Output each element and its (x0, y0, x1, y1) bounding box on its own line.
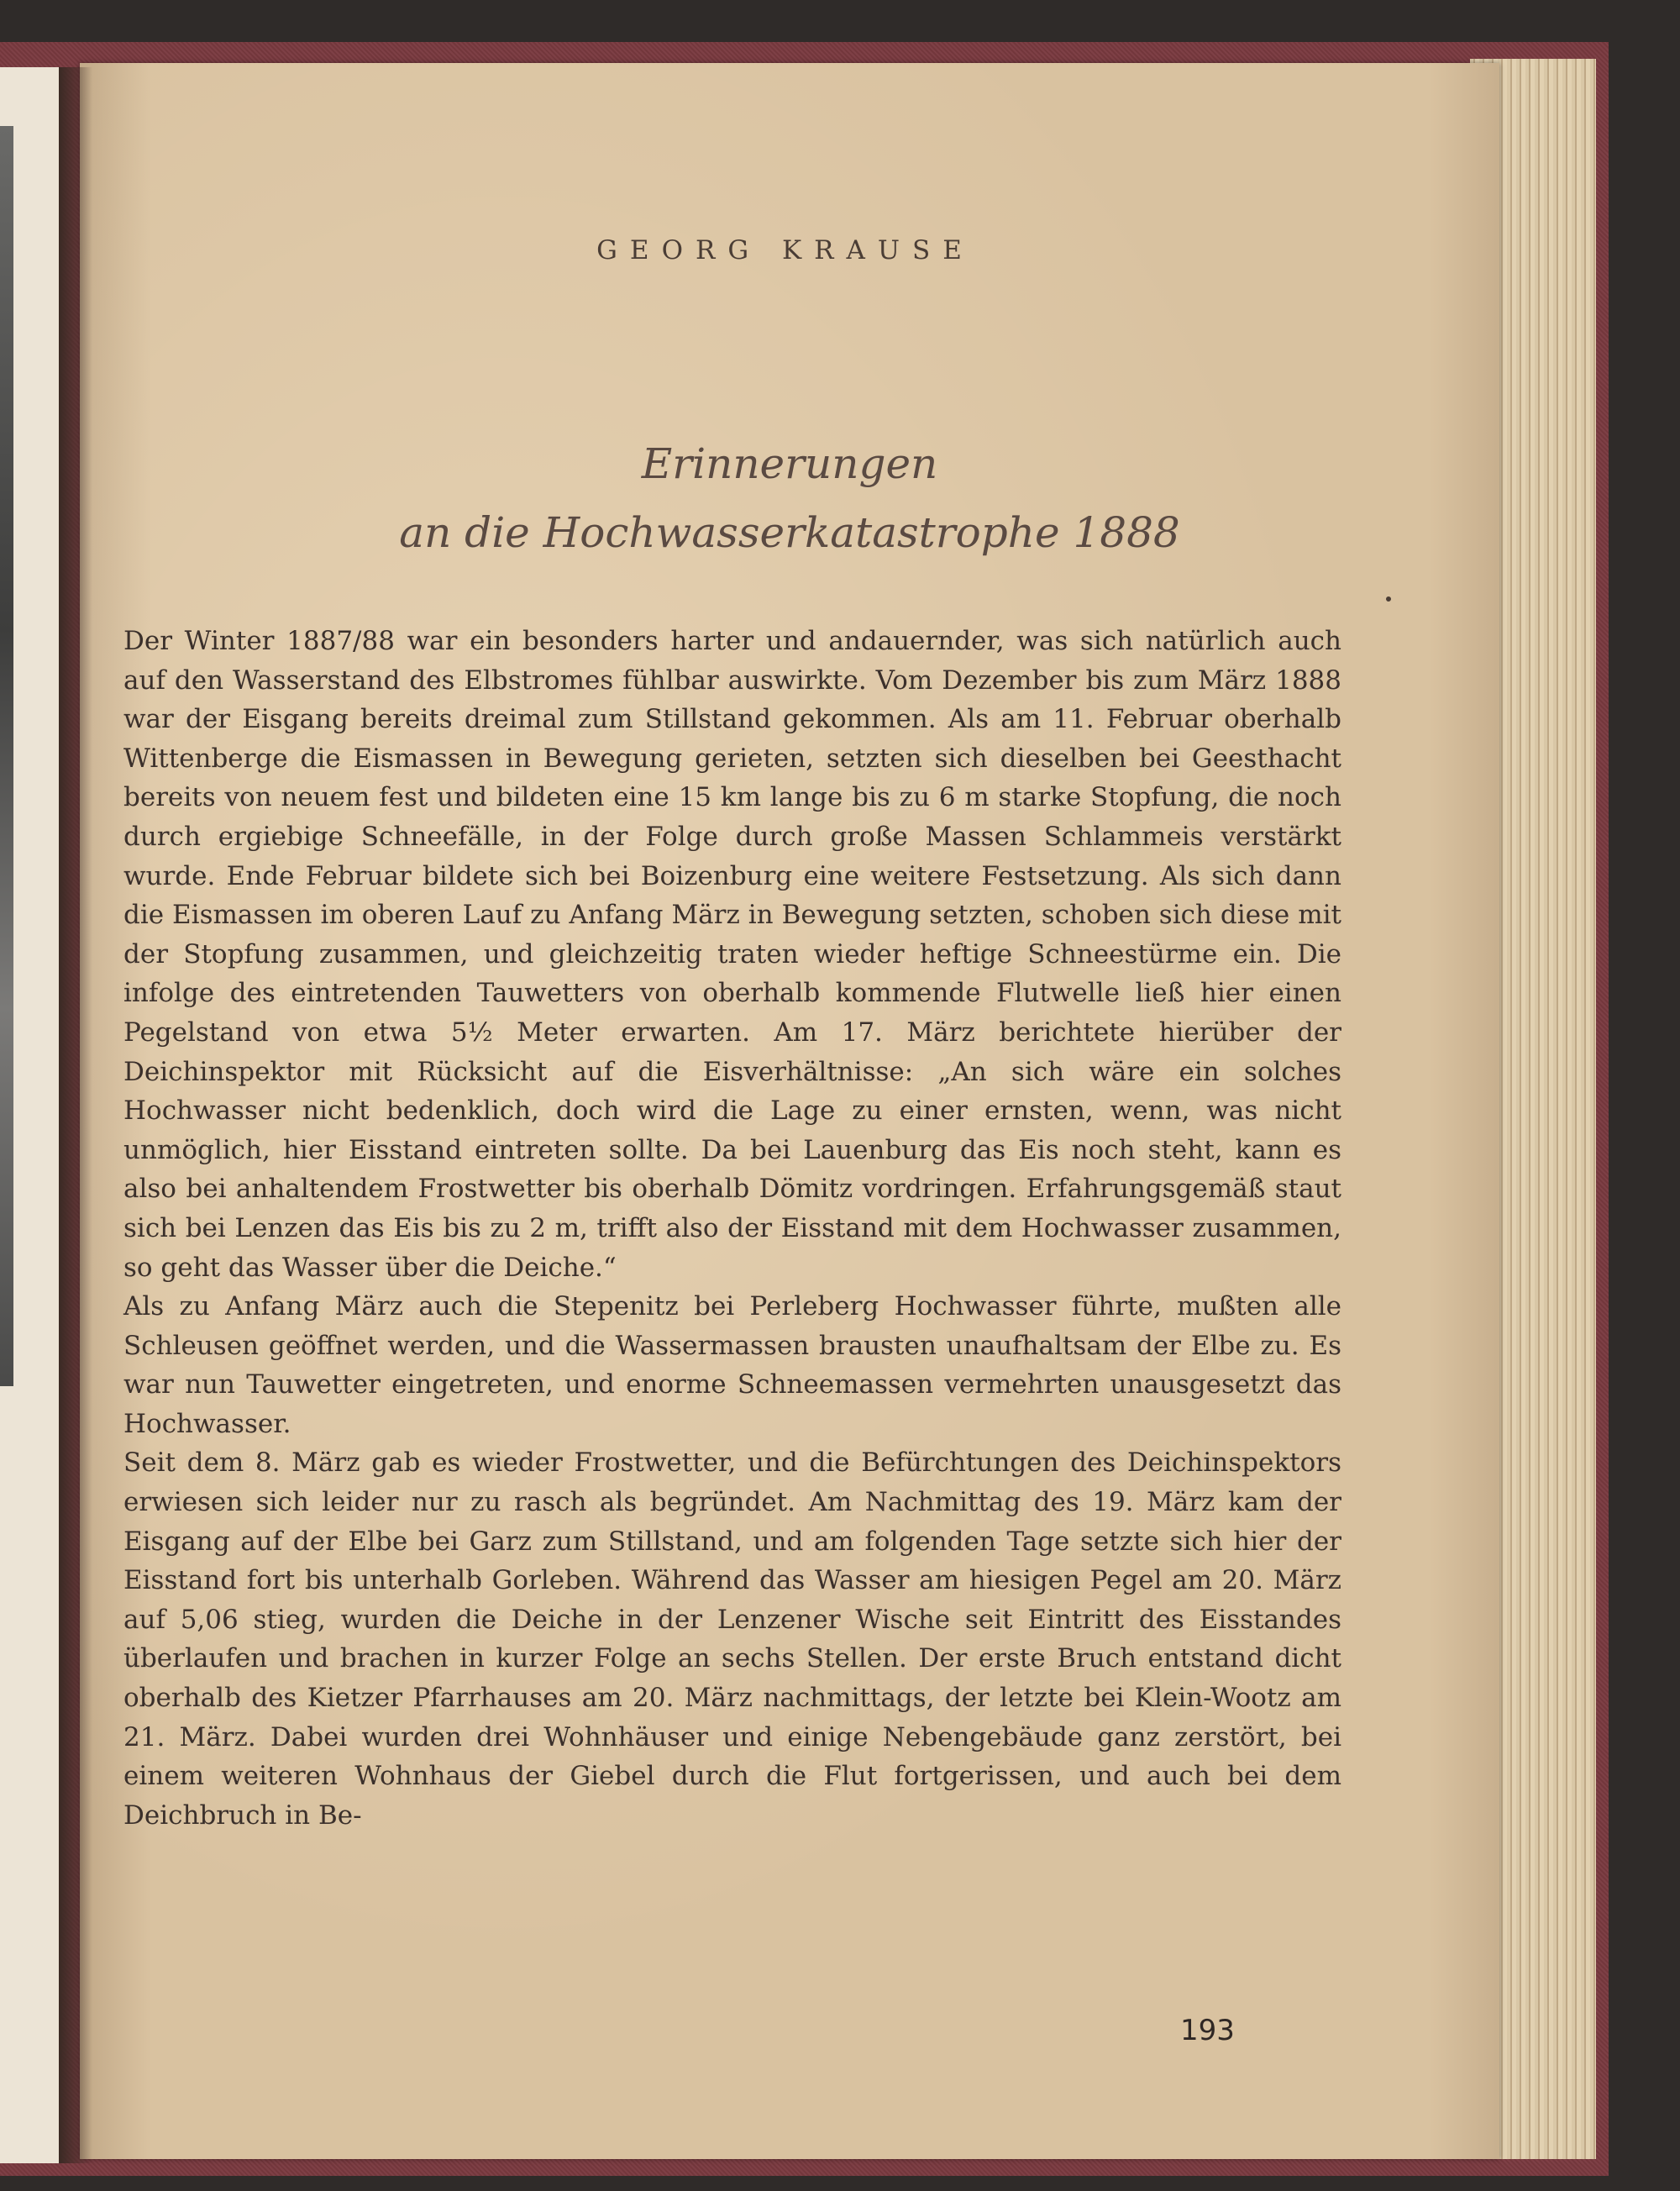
gutter-shadow (59, 67, 92, 2163)
author-name: GEORG KRAUSE (596, 235, 974, 265)
paragraph-2: Als zu Anfang März auch die Stepenitz bei Perleberg Hochwasser führte, mußten alle Schleusen geöffnet werden, und die Wassermassen brausten unaufhaltsam der Elbe zu. Es war nun Tauwetter eingetreten, und enorme Schneemassen vermehrten unausgesetzt das Hochwasser. (123, 1291, 1341, 1439)
page-number: 193 (1180, 2014, 1235, 2047)
left-page-photo (0, 126, 13, 1386)
body-text (123, 622, 1341, 1835)
paragraph-1: Der Winter 1887/88 war ein besonders harter und andauernder, was sich natürlich auch auf den Wasserstand des Elbstromes fühlbar auswirkte. Vom Dezember bis zum März 1888 war der Eisgang bereits dreimal zum Stillstand gekommen. Als am 11. Februar oberhalb Wittenberge die Eismassen in Bewegung gerieten, setzten sich dieselben bei Geesthacht bereits von neuem fest und bildeten eine 15 km lange bis zu 6 m starke Stopfung, die noch durch ergiebige Schneefälle, in der Folge durch große Massen Schlammeis verstärkt wurde. Ende Februar bildete sich bei Boizenburg eine weitere Festsetzung. Als sich dann die Eismassen im oberen Lauf zu Anfang März in Bewegung setzten, schoben sich diese mit der Stopfung zusammen, und gleichzeitig traten wieder heftige Schneestürme ein. Die infolge des eintretenden Tauwetters von oberhalb kommende Flutwelle ließ hier einen Pegelstand von etwa 5½ Meter erwarten. Am 17. März berichtete hierüber der Deichinspektor mit Rücksicht auf die Eisverhältnisse: „An sich wäre ein solches Hochwasser nicht bedenklich, doch wird die Lage zu einer ernsten, wenn, was nicht unmöglich, hier Eisstand eintreten sollte. Da bei Lauenburg das Eis noch steht, kann es also bei anhaltendem Frostwetter bis oberhalb Dömitz vordringen. Erfahrungsgemäß staut sich bei Lenzen das Eis bis zu 2 m, trifft also der Eisstand mit dem Hochwasser zusammen, so geht das Wasser über die Deiche.“ (123, 626, 1341, 1283)
paragraph-3: Seit dem 8. März gab es wieder Frostwetter, und die Befürchtungen des Deichinspektors erwiesen sich leider nur zu rasch als begründet. Am Nachmittag des 19. März kam der Eisgang auf der Elbe bei Garz zum Stillstand, und am folgenden Tage setzte sich hier der Eisstand fort bis unterhalb Gorleben. Während das Wasser am hiesigen Pegel am 20. März auf 5,06 stieg, wurden die Deiche in der Lenzener Wische seit Eintritt des Eisstandes überlaufen und brachen in kurzer Folge an sechs Stellen. Der erste Bruch entstand dicht oberhalb des Kietzer Pfarrhauses am 20. März nachmittags, der letzte bei Klein-Wootz am 21. März. Dabei wurden drei Wohnhäuser und einige Nebengebäude ganz zerstört, bei einem weiteren Wohnhaus der Giebel durch die Flut fortgerissen, und auch bei dem Deichbruch in Be- (123, 1448, 1341, 1831)
ink-dot (1386, 596, 1391, 602)
title-line-1: Erinnerungen (641, 439, 938, 488)
book-page (80, 63, 1499, 2159)
title-line-2: an die Hochwasserkatastrophe 1888 (399, 508, 1180, 557)
